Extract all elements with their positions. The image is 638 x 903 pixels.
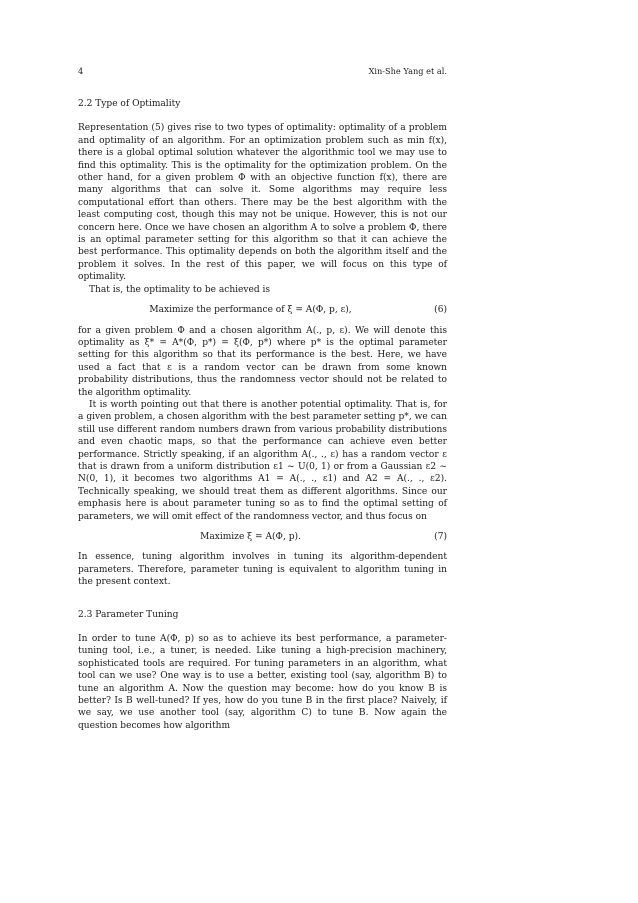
- equation-body: Maximize ξ = A(Φ, p).: [200, 532, 301, 542]
- section-heading-type-of-optimality: 2.2 Type of Optimality: [78, 99, 181, 109]
- section-heading-parameter-tuning: 2.3 Parameter Tuning: [78, 609, 179, 620]
- paragraph: In order to tune A(Φ, p) so as to achieve its best performance, a parameter-tuning tool, i.e., a tuner, is needed. Like tuning a high-precision machinery, sophisticated tools are required. For tuning parameters in an algorithm, what tool can we use? One way is to use a better, existing tool (say, algorithm B) to tune an algorithm A. Now the question may become: how do you know B is better? Is B well-tuned? If yes, how do you tune B in the first place? Naively, if we say, we use another tool (say, algorithm C) to tune B. Now again the question becomes how algorithm: [78, 634, 447, 731]
- page-number: 4: [78, 66, 84, 76]
- paragraph: It is worth pointing out that there is another potential optimality. That is, for a given problem, a chosen algorithm with the best parameter setting p*, we can still use different random numbers drawn from various probability distributions and even chaotic maps, so that the performance can achieve even better performance. Strictly speaking, if an algorithm A(., ., ε) has a random vector ε that is drawn from a uniform distribution ε1 ~ U(0, 1) or from a Gaussian ε2 ~ N(0, 1), it becomes two algorithms A1 = A(., ., ε1) and A2 = A(., ., ε2). Technically speaking, we should treat them as different algorithms. Since our emphasis here is about parameter tuning so as to find the optimal setting of parameters, we will omit effect of the randomness vector, and thus focus on: [78, 399, 447, 522]
- equation-body: Maximize the performance of ξ = A(Φ, p, ε),: [149, 305, 352, 316]
- paragraph: That is, the optimality to be achieved is: [89, 284, 271, 295]
- paper-page: [78, 66, 447, 732]
- running-header: [78, 66, 447, 77]
- equation-number: (6): [434, 305, 447, 316]
- equation-number: (7): [434, 532, 447, 542]
- paragraph: In essence, tuning algorithm involves in tuning its algorithm-dependent parameters. Therefore, parameter tuning is equivalent to algorithm tuning in the present context.: [78, 552, 447, 588]
- section-gap: [78, 589, 447, 609]
- paragraph: for a given problem Φ and a chosen algorithm A(., p, ε). We will denote this optimality as ξ* = A*(Φ, p*) = ξ(Φ, p*) where p* is the optimal parameter setting for this algorithm so that its performance is the best. Here, we have used a fact that ε is a random vector can be drawn from some known probability distributions, thus the randomness vector should not be related to the algorithm optimality.: [78, 325, 447, 398]
- equation-7: [78, 531, 447, 543]
- equation-6: [78, 304, 447, 316]
- running-author: Xin-She Yang et al.: [368, 66, 447, 76]
- paragraph: Representation (5) gives rise to two types of optimality: optimality of a problem and optimality of an algorithm. For an optimization problem such as min f(x), there is a global optimal solution whatever the algorithmic tool we may use to find this optimality. This is the optimality for the optimization problem. On the other hand, for a given problem Φ with an objective function f(x), there are many algorithms that can solve it. Some algorithms may require less computational effort than others. There may be the best algorithm with the least computing cost, though this may not be unique. However, this is not our concern here. Once we have chosen an algorithm A to solve a problem Φ, there is an optimal parameter setting for this algorithm so that it can achieve the best performance. This optimality depends on both the algorithm itself and the problem it solves. In the rest of this paper, we will focus on this type of optimality.: [78, 123, 447, 283]
